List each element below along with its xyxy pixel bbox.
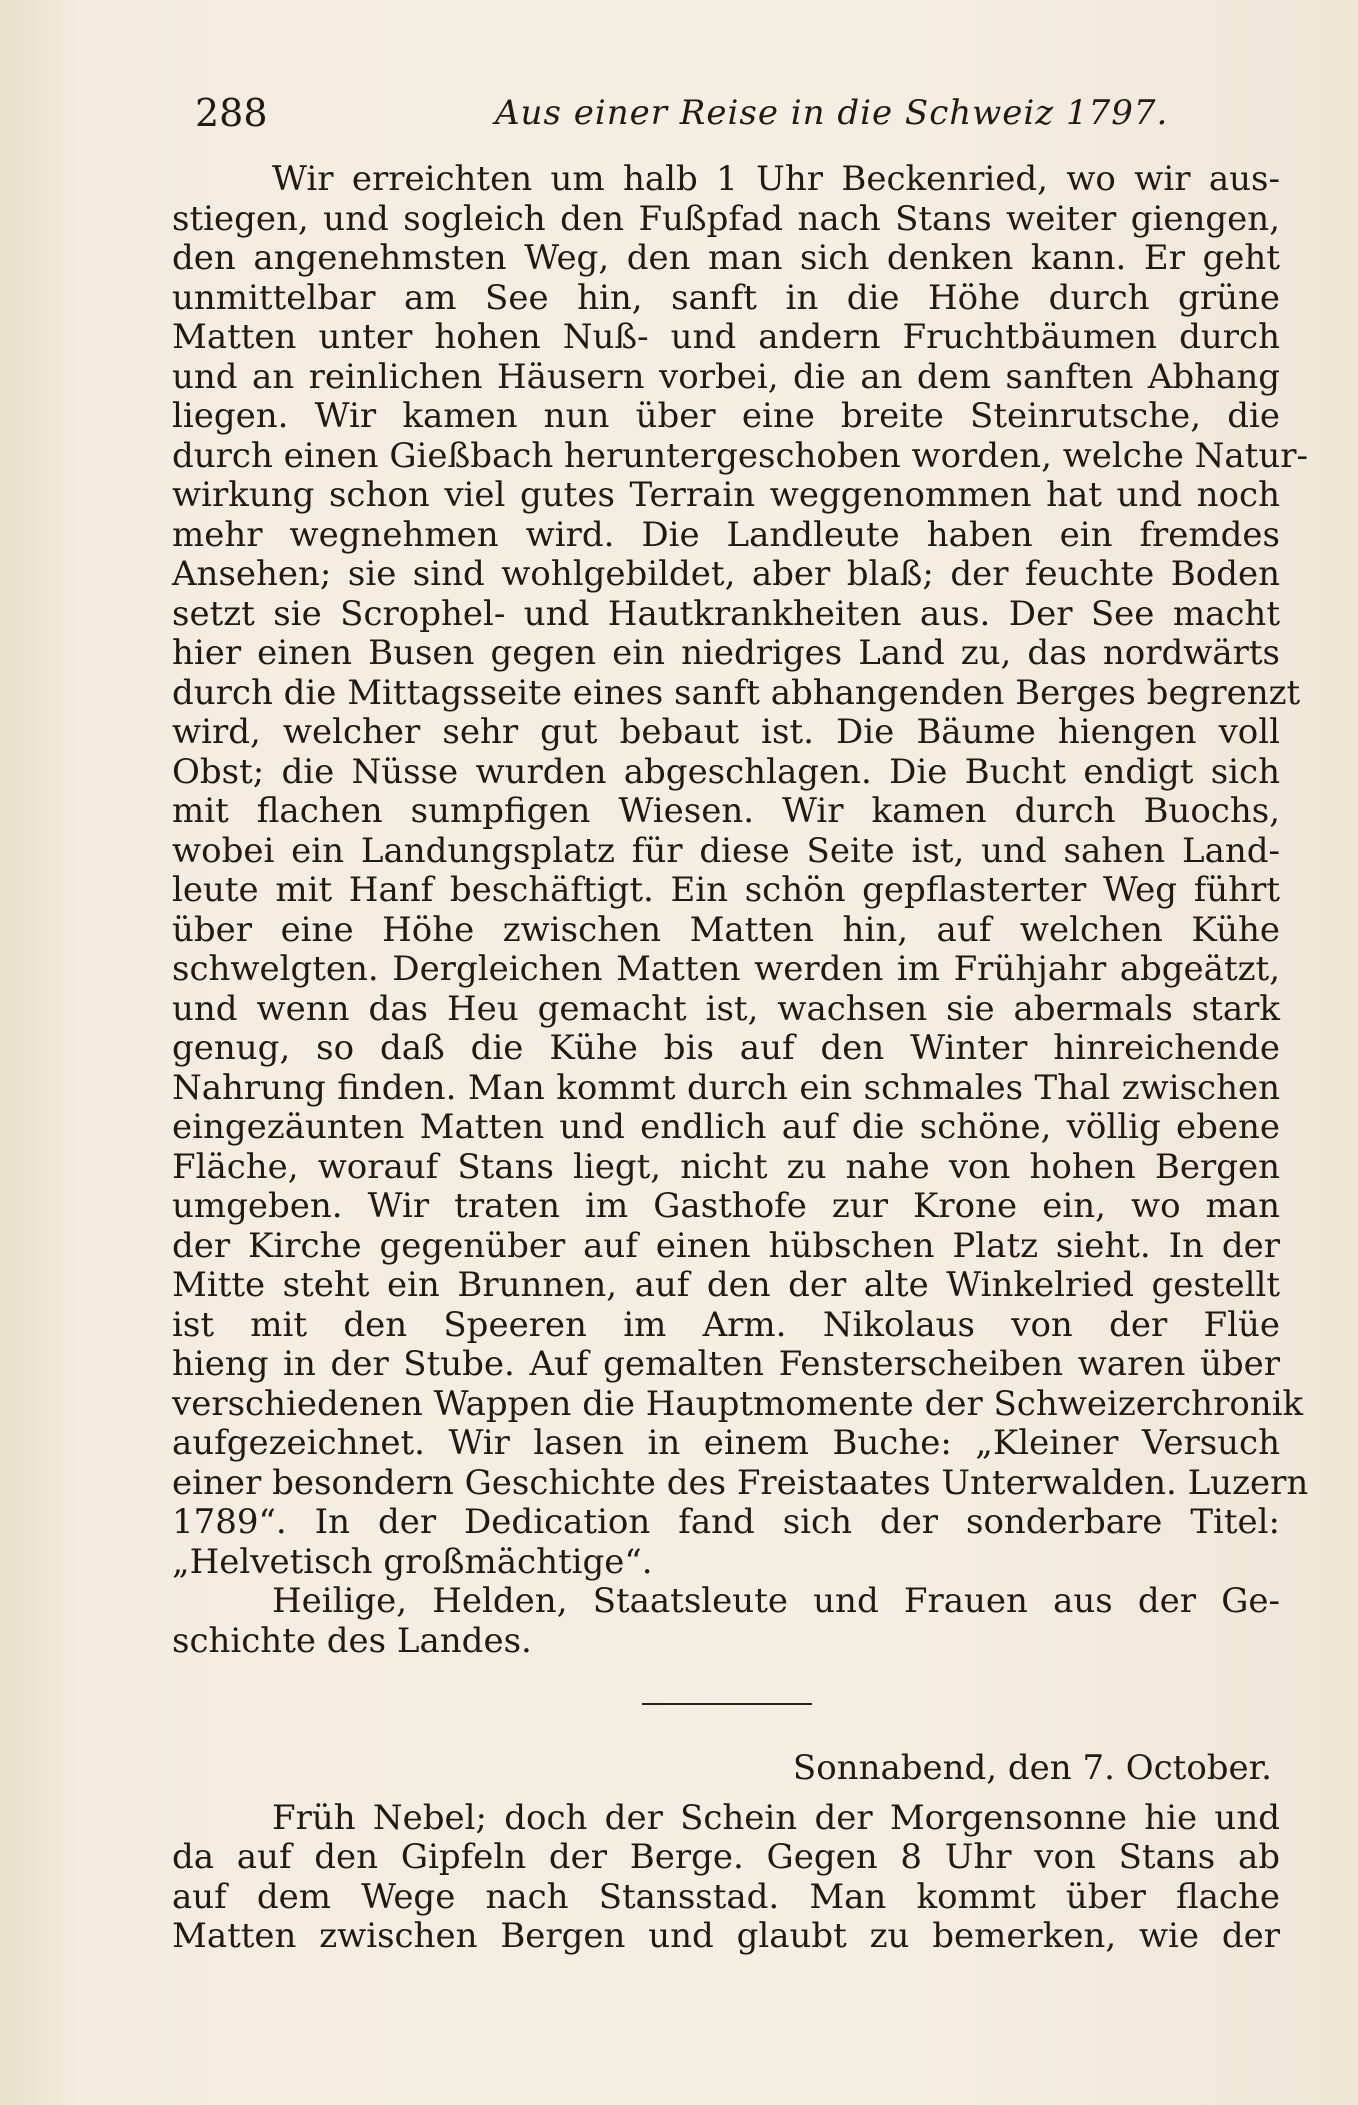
text-line: Wir erreichten um halb 1 Uhr Beckenried, wo wir aus-	[272, 159, 1280, 199]
text-line: Nahrung finden. Man kommt durch ein schmales Thal zwischen	[172, 1067, 1280, 1108]
text-line: den angenehmsten Weg, den man sich denken kann. Er geht	[172, 238, 1280, 278]
section-divider	[172, 1661, 1280, 1749]
text-line: der Kirche gegenüber auf einen hübschen Platz sieht. In der	[172, 1225, 1280, 1266]
text-line: „Helvetisch großmächtige“.	[172, 1541, 653, 1582]
text-line: Obst; die Nüsse wurden abgeschlagen. Die Bucht endigt sich	[172, 751, 1280, 792]
text-line: eingezäunten Matten und endlich auf die schöne, völlig ebene	[172, 1107, 1280, 1147]
text-line: genug, so daß die Kühe bis auf den Winter hinreichende	[172, 1028, 1280, 1068]
text-line: Fläche, worauf Stans liegt, nicht zu nahe von hohen Bergen	[172, 1146, 1280, 1187]
text-line: umgeben. Wir traten im Gasthofe zur Krone ein, wo man	[172, 1186, 1280, 1226]
text-line: hieng in der Stube. Auf gemalten Fensterscheiben waren über	[172, 1344, 1280, 1384]
body-text	[172, 159, 1309, 1957]
text-line: mehr wegnehmen wird. Die Landleute haben ein fremdes	[172, 514, 1280, 555]
text-line: aufgezeichnet. Wir lasen in einem Buche: „Kleiner Versuch	[172, 1423, 1280, 1463]
text-line: durch einen Gießbach heruntergeschoben worden, welche Natur-	[172, 435, 1308, 476]
page-number: 288	[195, 91, 268, 135]
text-line: hier einen Busen gegen ein niedriges Land zu, das nordwärts	[172, 633, 1280, 673]
text-line: setzt sie Scrophel- und Hautkrankheiten aus. Der See macht	[172, 593, 1280, 634]
text-line: da auf den Gipfeln der Berge. Gegen 8 Uhr von Stans ab	[172, 1837, 1280, 1877]
text-line: durch die Mittagsseite eines sanft abhangenden Berges begrenzt	[172, 672, 1301, 713]
text-line: wirkung schon viel gutes Terrain weggenommen hat und noch	[172, 475, 1280, 515]
text-line: auf dem Wege nach Stansstad. Man kommt über flache	[172, 1876, 1280, 1917]
text-line: Früh Nebel; doch der Schein der Morgensonne hie und	[272, 1797, 1280, 1838]
dateline: Sonnabend, den 7. October.	[792, 1748, 1272, 1788]
paragraph-morning	[172, 1799, 1280, 1957]
text-line: wird, welcher sehr gut bebaut ist. Die Bäume hiengen voll	[172, 712, 1280, 752]
text-line: schwelgten. Dergleichen Matten werden im Frühjahr abgeätzt,	[172, 949, 1280, 989]
text-line: verschiedenen Wappen die Hauptmomente der Schweizerchronik	[172, 1383, 1304, 1424]
text-line: Matten zwischen Bergen und glaubt zu bemerken, wie der	[172, 1916, 1280, 1956]
divider-rule	[642, 1703, 812, 1705]
text-line: Heilige, Helden, Staatsleute und Frauen aus der Ge-	[272, 1581, 1280, 1621]
page-header	[195, 88, 1275, 138]
paragraph-beckenried	[172, 159, 1309, 1582]
text-line: 1789“. In der Dedication fand sich der sonderbare Titel:	[172, 1502, 1280, 1542]
text-line: stiegen, und sogleich den Fußpfad nach Stans weiter giengen,	[172, 198, 1280, 239]
text-line: Ansehen; sie sind wohlgebildet, aber blaß; der feuchte Boden	[172, 554, 1280, 594]
text-line: einer besondern Geschichte des Freistaates Unterwalden. Luzern	[172, 1462, 1309, 1503]
text-line: leute mit Hanf beschäftigt. Ein schön gepflasterter Weg führt	[172, 870, 1280, 910]
running-head: Aus einer Reise in die Schweiz 1797.	[495, 93, 1169, 133]
text-line: ist mit den Speeren im Arm. Nikolaus von der Flüe	[172, 1304, 1280, 1345]
text-line: schichte des Landes.	[172, 1620, 532, 1661]
text-line: wobei ein Landungsplatz für diese Seite ist, und sahen Land-	[172, 830, 1280, 871]
text-line: über eine Höhe zwischen Matten hin, auf welchen Kühe	[172, 909, 1280, 950]
text-line: mit flachen sumpfigen Wiesen. Wir kamen durch Buochs,	[172, 791, 1280, 831]
text-line: unmittelbar am See hin, sanft in die Höhe durch grüne	[172, 277, 1280, 318]
text-line: und wenn das Heu gemacht ist, wachsen sie abermals stark	[172, 988, 1280, 1029]
text-line: Mitte steht ein Brunnen, auf den der alte Winkelried gestellt	[172, 1265, 1280, 1305]
paragraph-heilige	[172, 1582, 1280, 1661]
text-line: und an reinlichen Häusern vorbei, die an dem sanften Abhang	[172, 356, 1280, 397]
text-line: Matten unter hohen Nuß- und andern Fruchtbäumen durch	[172, 317, 1280, 357]
text-line: liegen. Wir kamen nun über eine breite Steinrutsche, die	[172, 396, 1280, 436]
